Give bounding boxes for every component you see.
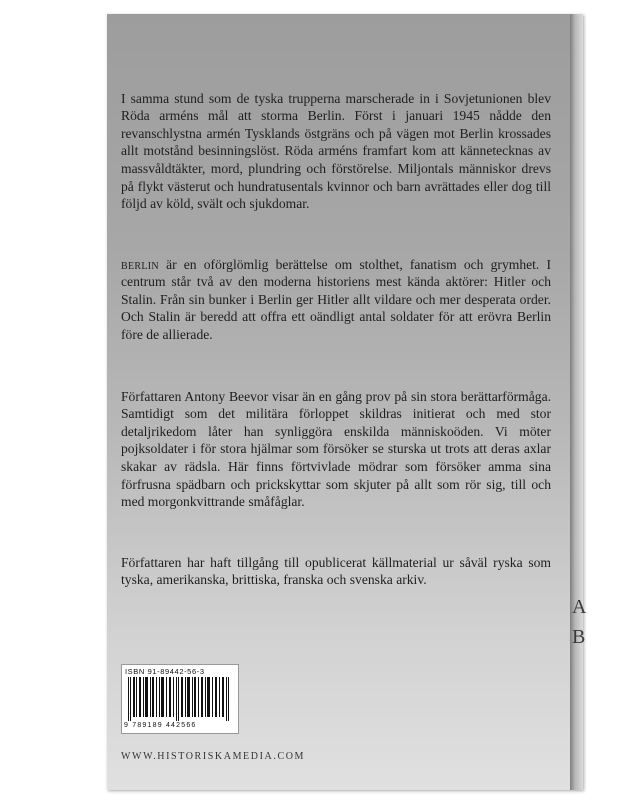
blurb-paragraph-4: Författaren har haft tillgång till opublicerat källmaterial ur såväl ryska som tyska, amerikanska, brittiska, franska och svenska arkiv.: [121, 554, 551, 588]
barcode-icon: [126, 677, 234, 721]
cover-panel: [107, 14, 570, 790]
publisher-website: WWW.HISTORISKAMEDIA.COM: [121, 751, 306, 762]
book-back-cover: [107, 14, 587, 790]
blurb-paragraph-3: Författaren Antony Beevor visar än en gång prov på sin stora berättarförmåga. Samtidigt som det militära förloppet skildras initierat och med stor detaljrikedom låter han synliggöra enskilda människoöden. Vi möter pojksoldater i för stora hjälmar som försöker se sturska ut trots att deras axlar skakar av rädsla. Här finns förtvivlade mödrar som försöker amma sina förfrusna spädbarn och prickskyttar som skjuter på allt som rör sig, till och med morgonkvittrande småfåglar.: [121, 388, 551, 510]
spine-edge: [570, 14, 586, 790]
isbn-text: ISBN 91-89442-56-3: [125, 667, 205, 676]
barcode-label: [121, 664, 239, 734]
ean-number: 9 789189 442566: [124, 722, 197, 729]
blurb-paragraph-2-text: är en oförglömlig berättelse om stolthet, fanatism och grymhet. I centrum står två av den moderna historiens mest kända aktörer: Hitler och Stalin. Från sin bunker i Berlin ger Hitler allt vildare och mer desperata order. Och Stalin är beredd att offra ett oändligt antal soldater för att erövra Berlin före de allierade.: [121, 256, 551, 342]
blurb-paragraph-2: [121, 256, 551, 344]
spine-letter-a: A: [572, 596, 587, 618]
spine-letter-b: B: [572, 626, 586, 648]
blurb-paragraph-1: I samma stund som de tyska trupperna marscherade in i Sovjetunionen blev Röda arméns mål att storma Berlin. Först i januari 1945 nådde den revanschlystna armén Tysklands östgräns och på vägen mot Berlin krossades allt motstånd besinningslöst. Röda arméns framfart kom att kännetecknas av massvåldtäkter, mord, plundring och förstörelse. Miljontals människor drevs på flykt västerut och hundratusentals kvinnor och barn avrättades eller dog till följd av köld, svält och sjukdomar.: [121, 90, 551, 212]
book-title-inline: berlin: [121, 256, 159, 272]
